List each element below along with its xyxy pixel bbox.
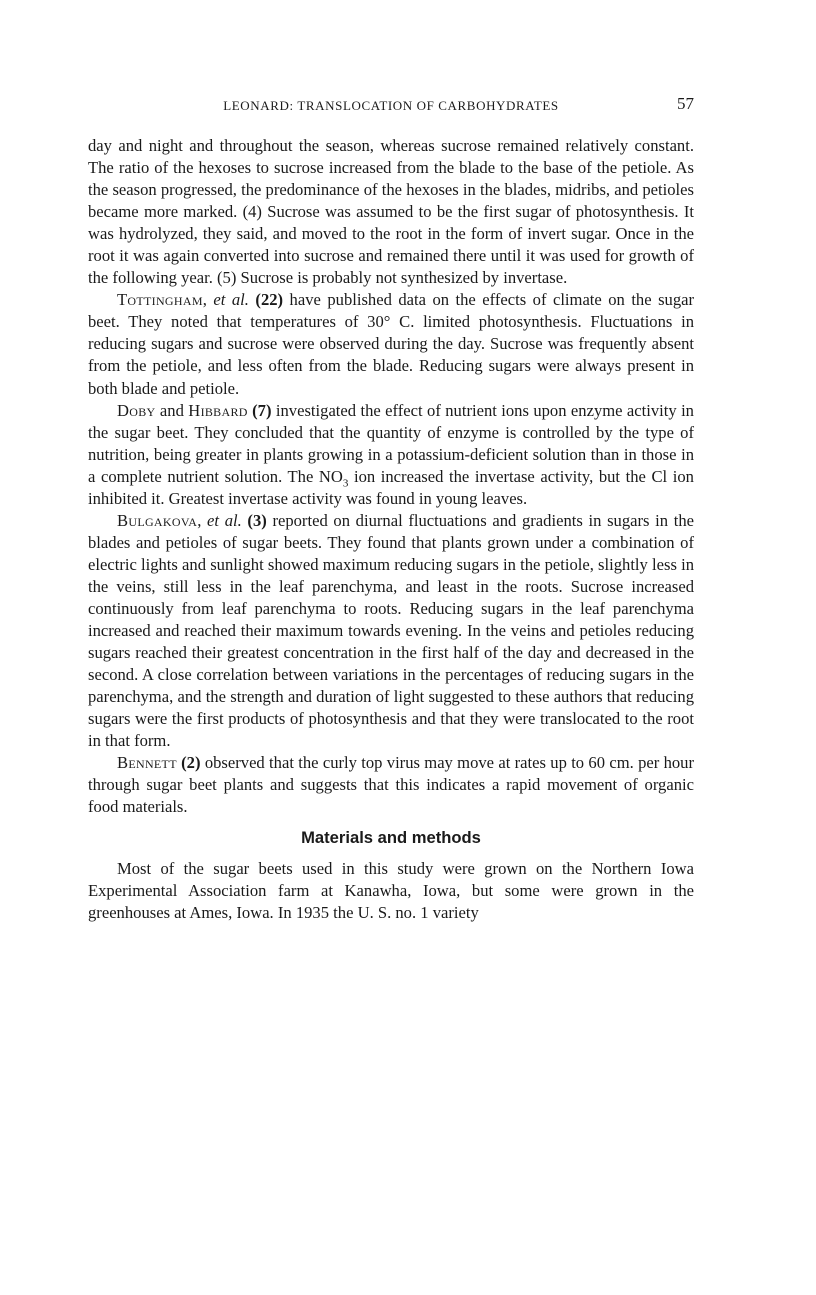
page-number: 57 bbox=[677, 94, 694, 113]
citation-ref: (3) bbox=[247, 510, 267, 530]
author-name: Tottingham bbox=[117, 290, 203, 310]
subscript: 3 bbox=[342, 477, 349, 490]
paragraph-text: day and night and throughout the season, whereas sucrose remained relatively constant. The ratio of the hexoses to sucrose increased from the blade to the base of the petiole. As the season progressed, the predominance of the hexoses in the blades, midribs, and petioles became more marked. (4) Sucrose was assumed to be the first sugar of photosynthesis. It was hydrolyzed, they said, and moved to the root in the form of invert sugar. Once in the root it was again converted into sucrose and remained there until it was used for growth of the following year. (5) Sucrose is probably not synthesized by invertase. bbox=[88, 136, 694, 288]
paragraph-tottingham: Tottingham, et al. (22) have published data on the effects of climate on the sugar beet. They noted that temperatures of 30° C. limited photosynthesis. Fluctuations in reducing sugars and sucrose were observed during the day. Sucrose was frequently absent from the petiole, and less often from the blade. Reducing sugars were always present in both blade and petiole. bbox=[88, 290, 695, 398]
running-title: LEONARD: TRANSLOCATION OF CARBOHYDRATES bbox=[223, 98, 559, 113]
paragraph-text: have published data on the effects of climate on the sugar beet. They noted that temperatures of 30° C. limited photosynthesis. Fluctuations in reducing sugars and sucrose were observed during the day. Sucrose was frequently absent from the petiole, and less often from the blade. Reducing sugars were always present in both blade and petiole. bbox=[88, 290, 695, 398]
paragraph-text: observed that the curly top virus may move at rates up to 60 cm. per hour through sugar beet plants and suggests that this indicates a rapid movement of organic food materials. bbox=[88, 753, 694, 817]
paragraph-text: Most of the sugar beets used in this study were grown on the Northern Iowa Experimental Association farm at Kanawha, Iowa, but some were grown in the greenhouses at Ames, Iowa. In 1935 the U. S. no. 1 variety bbox=[88, 858, 694, 922]
paragraph-text: ion increased the invertase activity, but the Cl ion inhibited it. Greatest invertase activity was found in young leaves. bbox=[88, 466, 694, 508]
paragraph-bulgakova: Bulgakova, et al. (3) reported on diurnal fluctuations and gradients in sugars in the blades and petioles of sugar beets. They found that plants grown under a combination of electric lights and sunlight showed maximum reducing sugars in the petiole, slightly less in the veins, still less in the leaf parenchyma, and least in the roots. Sucrose increased continuously from leaf parenchyma to roots. Reducing sugars in the leaf parenchyma increased and reached their maximum towards evening. In the veins and petioles reducing sugars reached their greatest concentration in the first half of the day and decreased in the second. A close correlation between variations in the percentages of reducing sugars in the parenchyma, and the strength and duration of light suggested to these authors that reducing sugars were the first products of photosynthesis and that they were translocated to the root in that form. bbox=[88, 510, 694, 751]
paragraph-text: reported on diurnal fluctuations and gradients in sugars in the blades and petioles of sugar beets. They found that plants grown under a combination of electric lights and sunlight showed maximum reducing sugars in the petiole, slightly less in the veins, still less in the leaf parenchyma, and least in the roots. Sucrose increased continuously from leaf parenchyma to roots. Reducing sugars in the leaf parenchyma increased and reached their maximum towards evening. In the veins and petioles reducing sugars reached their greatest concentration in the first half of the day and decreased in the second. A close correlation between variations in the percentages of reducing sugars in the parenchyma, and the strength and duration of light suggested to these authors that reducing sugars were the first products of photosynthesis and that they were translocated to the root in that form. bbox=[88, 510, 694, 751]
et-al: et al. bbox=[207, 510, 242, 530]
citation-ref: (7) bbox=[252, 400, 272, 420]
author-name: Bennett bbox=[117, 753, 177, 773]
author-name: Bulgakova bbox=[117, 510, 198, 530]
author-name: Doby bbox=[117, 400, 156, 420]
paragraph-doby-hibbard bbox=[88, 400, 694, 510]
et-al: et al. bbox=[213, 290, 249, 310]
running-header bbox=[88, 94, 694, 116]
paragraph-text: investigated the effect of nutrient ions upon enzyme activity in the sugar beet. They concluded that the quantity of enzyme is controlled by the type of nutrition, being greater in plants growing in a potassium-deficient solution than in those in a complete nutrient solution. The NO bbox=[88, 400, 694, 486]
paragraph-continued bbox=[88, 135, 694, 289]
author-name: Hibbard bbox=[188, 400, 248, 420]
citation-ref: (22) bbox=[255, 290, 284, 310]
section-heading: Materials and methods bbox=[301, 828, 481, 848]
paragraph-bennett bbox=[88, 752, 694, 818]
conjunction: and bbox=[155, 400, 189, 420]
paragraph-methods bbox=[88, 858, 694, 924]
citation-ref: (2) bbox=[181, 753, 201, 773]
body-text bbox=[88, 135, 694, 924]
